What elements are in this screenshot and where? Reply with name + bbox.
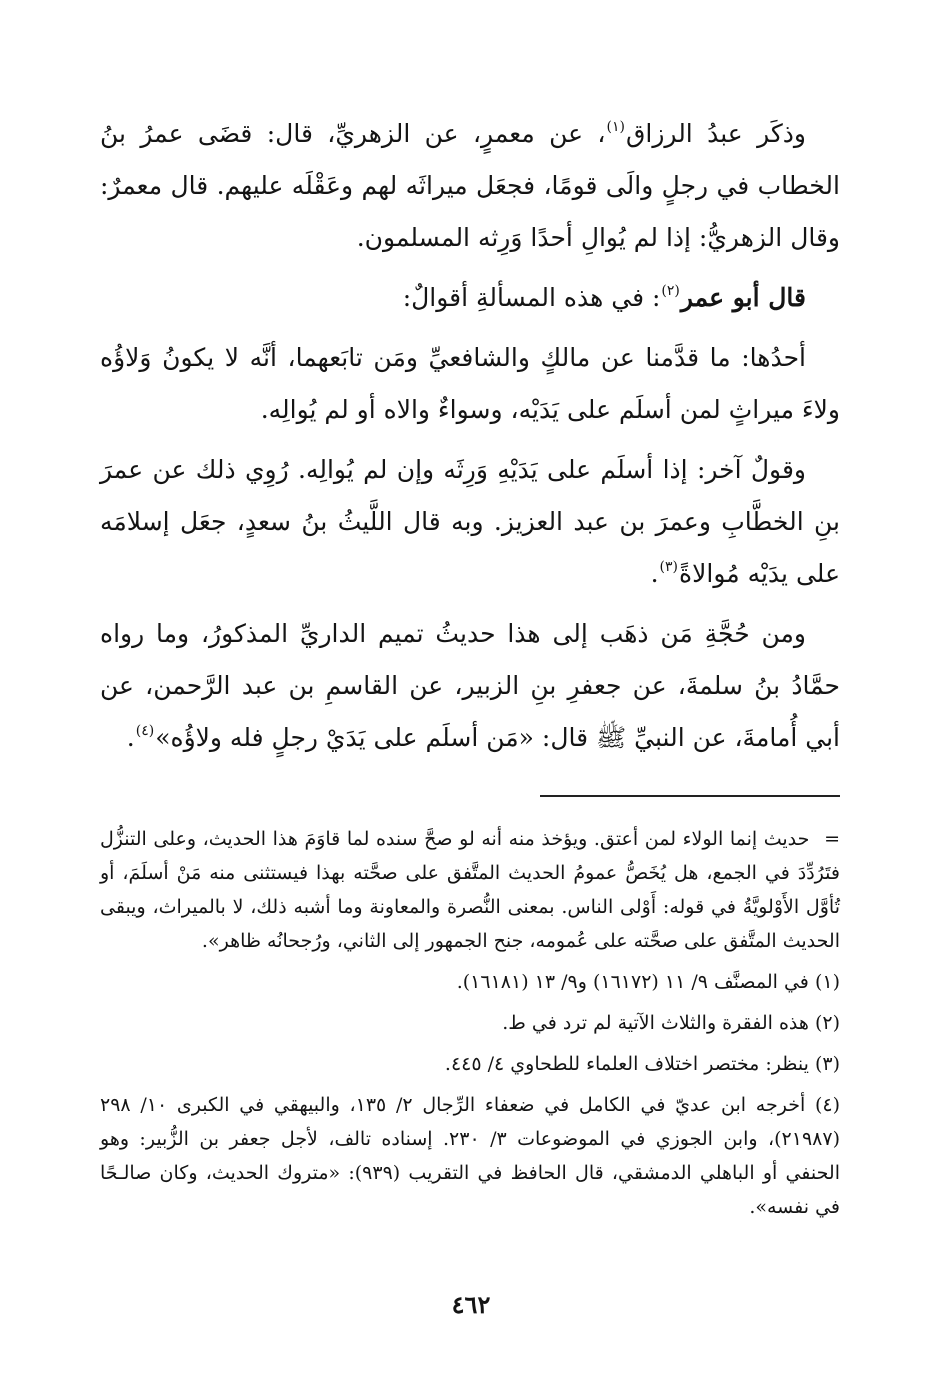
- footnote-3: [100, 1047, 840, 1081]
- page-number: ٤٦٢: [451, 1290, 491, 1319]
- footnote-marker: (١): [814, 971, 840, 993]
- section-heading: قال أبو عمر: [680, 283, 806, 312]
- paragraph-text: وذكَر عبدُ الرزاق: [625, 119, 806, 148]
- footnote-2: [100, 1006, 840, 1040]
- footnotes-section: [100, 822, 840, 1224]
- paragraph-text: وقولٌ آخر: إذا أسلَم على يَدَيْهِ وَرِثَه وإن لم يُوالِه. رُوِي ذلك عن عمرَ بنِ الخطَّابِ وعمرَ بن عبد العزيز. وبه قال اللَّيثُ بنُ سعدٍ، جعَل إسلامَه على يدَيْه مُوالاةً: [100, 455, 840, 588]
- paragraph-abdurrazzaq: [100, 108, 840, 264]
- paragraph-text: .: [650, 559, 659, 588]
- main-text-body: [100, 108, 840, 764]
- footnote-text: أخرجه ابن عديّ في الكامل في ضعفاء الرِّجال ٢/ ١٣٥، والبيهقي في الكبرى ١٠/ ٢٩٨ (٢١٩٨٧)، وابن الجوزي في الموضوعات ٣/ ٢٣٠. إسناده تالف، لأجل جعفر بن الزُّبير: وهو الحنفي أو الباهلي الدمشقي، قال الحافظ في التقريب (٩٣٩): «متروك الحديث، وكان صالـحًا في نفسه».: [100, 1094, 840, 1218]
- footnote-1: [100, 965, 840, 999]
- footnote-ref-1[interactable]: (١): [606, 119, 625, 135]
- paragraph-text: : في هذه المسألةِ أقوالٌ:: [402, 283, 661, 312]
- footnote-marker: (٣): [814, 1053, 840, 1075]
- footnote-marker: (٢): [814, 1012, 840, 1034]
- paragraph-text: أحدُها: ما قدَّمنا عن مالكٍ والشافعيِّ ومَن تابَعهما، أنَّه لا يكونُ وَلاؤُه ولاءَ ميراثٍ لمن أسلَم على يَدَيْه، وسواءٌ والاه أو لم يُوالِه.: [100, 343, 840, 424]
- footnote-ref-4[interactable]: (٤): [135, 723, 155, 739]
- paragraph-text: .: [126, 723, 135, 752]
- paragraph-abu-umar: [100, 272, 840, 324]
- footnote-continuation: [100, 822, 840, 958]
- footnote-marker: =: [824, 828, 840, 850]
- footnote-text: في المصنَّف ٩/ ١١ (١٦١٧٢) و٩/ ١٣ (١٦١٨١).: [456, 971, 809, 993]
- paragraph-first-opinion: [100, 332, 840, 436]
- footnote-4: [100, 1088, 840, 1224]
- footnote-ref-2[interactable]: (٢): [661, 283, 680, 299]
- footnote-text: ينظر: مختصر اختلاف العلماء للطحاوي ٤/ ٤٤٥.: [444, 1053, 809, 1075]
- paragraph-text: ، عن معمرٍ، عن الزهريِّ، قال: قضَى عمرُ بنُ الخطاب في رجلٍ والَى قومًا، فجعَل ميراثَه لهم وعَقْلَه عليهم. قال معمرٌ: وقال الزهريُّ: إذا لم يُوالِ أحدًا وَرِثه المسلمون.: [100, 119, 840, 252]
- paragraph-text: ومن حُجَّةِ مَن ذهَب إلى هذا حديثُ تميم الداريِّ المذكورُ، وما رواه حمَّادُ بنُ سلمةَ، عن جعفرِ بنِ الزبير، عن القاسمِ بن عبد الرَّحمن، عن أبي أُمامةَ، عن النبيِّ ﷺ قال: «مَن أسلَم على يَدَيْ رجلٍ فله ولاؤُه»: [100, 619, 840, 752]
- footnote-marker: (٤): [814, 1094, 841, 1116]
- paragraph-second-opinion: [100, 444, 840, 600]
- footnote-text: هذه الفقرة والثلاث الآتية لم ترد في ط.: [502, 1012, 809, 1034]
- footnote-text: حديث إنما الولاء لمن أعتق. ويؤخذ منه أنه لو صحَّ سنده لما قاوَمَ هذا الحديث، وعلى التنزُّل فتَرُدِّدَ في الجمع، هل يُخَصُّ عمومُ الحديث المتَّفق على صحَّته بهذا فيستثنى منه مَنْ أسلَمَ، أو تُأوَّل الأَوْلويَّةُ في قوله: أَوْلى الناس. بمعنى النُّصرة والمعاونة وما أشبه ذلك، لا بالميراث، ويبقى الحديث المتَّفق على صحَّته على عُمومه، جنح الجمهور إلى الثاني، ورُجحانُه ظاهر».: [100, 828, 840, 952]
- footnote-ref-3[interactable]: (٣): [659, 559, 679, 575]
- footnote-separator: [540, 795, 840, 797]
- paragraph-evidence: [100, 608, 840, 764]
